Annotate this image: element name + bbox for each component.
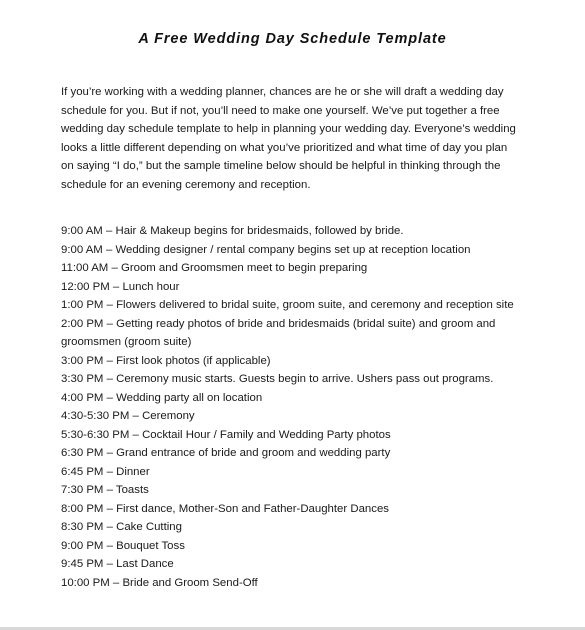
intro-line: on saying “I do,” but the sample timeline below should be helpful in thinking through the — [61, 160, 501, 173]
schedule-separator: – — [102, 243, 116, 256]
schedule-separator: – — [103, 299, 117, 311]
schedule-time: 6:30 PM — [61, 447, 104, 459]
schedule-separator: – — [103, 317, 117, 330]
schedule-event: Hair & Makeup begins for bridesmaids, followed by bride. — [115, 225, 404, 237]
schedule-separator: – — [103, 465, 117, 478]
schedule-item — [61, 296, 541, 315]
schedule-event: Groom and Groomsmen meet to begin preparing — [120, 262, 368, 274]
schedule-item — [61, 259, 541, 278]
schedule-event-continuation: groomsmen (groom suite) — [61, 336, 192, 348]
schedule-event: First dance, Mother-Son and Father-Daughter Dances — [116, 502, 389, 515]
schedule-item — [61, 555, 541, 574]
schedule-separator: – — [109, 576, 123, 589]
schedule-time: 9:00 PM — [61, 539, 104, 552]
schedule-event: Cake Cutting — [116, 521, 182, 533]
schedule-time: 11:00 AM — [61, 262, 109, 274]
schedule-time: 7:30 PM — [61, 484, 104, 496]
schedule-separator: – — [103, 447, 117, 459]
schedule-item — [61, 426, 541, 445]
schedule-separator: – — [103, 539, 117, 552]
schedule-item — [61, 574, 541, 593]
schedule-time: 4:00 PM — [61, 391, 104, 404]
schedule-time: 12:00 PM — [61, 280, 110, 293]
schedule-time: 1:00 PM — [61, 299, 104, 311]
schedule-event: First look photos (if applicable) — [116, 354, 271, 367]
schedule-time: 9:00 AM — [61, 225, 103, 237]
schedule-separator: – — [102, 225, 116, 237]
schedule-separator: – — [103, 502, 117, 515]
schedule-separator: – — [109, 280, 123, 293]
schedule-item — [61, 222, 541, 241]
intro-line: schedule for you. But if not, you’ll need to make one yourself. We’ve put together a free — [61, 104, 500, 117]
schedule-event: Wedding party all on location — [116, 391, 263, 404]
schedule-item — [61, 370, 541, 389]
schedule-item — [61, 389, 541, 408]
schedule-item — [61, 278, 541, 297]
schedule-item — [61, 537, 541, 556]
schedule-separator: – — [103, 558, 117, 570]
schedule-separator: – — [103, 484, 116, 496]
schedule-item — [61, 444, 541, 463]
schedule-event: Bouquet Toss — [116, 539, 185, 552]
schedule-list — [61, 222, 541, 592]
schedule-separator: – — [103, 521, 117, 533]
schedule-item — [61, 500, 541, 519]
schedule-item — [61, 463, 541, 482]
schedule-event: Bride and Groom Send-Off — [122, 576, 258, 589]
schedule-event: Wedding designer / rental company begins set up at reception location — [115, 243, 471, 256]
schedule-event: Lunch hour — [122, 280, 180, 293]
schedule-time: 8:30 PM — [61, 521, 104, 533]
schedule-time: 3:00 PM — [61, 354, 104, 367]
schedule-item — [61, 241, 541, 260]
intro-line: looks a little different depending on what you’ve prioritized and what time of day you plan — [61, 141, 508, 154]
schedule-separator: – — [103, 373, 117, 385]
schedule-event: Grand entrance of bride and groom and wedding party — [116, 447, 391, 459]
schedule-event: Flowers delivered to bridal suite, groom suite, and ceremony and reception site — [116, 299, 514, 311]
schedule-time: 9:00 AM — [61, 243, 103, 256]
schedule-event: Ceremony music starts. Guests begin to arrive. Ushers pass out programs. — [116, 373, 494, 385]
schedule-separator: – — [129, 410, 143, 422]
schedule-separator: – — [108, 262, 121, 274]
schedule-item — [61, 407, 541, 426]
schedule-separator: – — [103, 391, 117, 404]
schedule-separator: – — [129, 428, 143, 441]
schedule-time: 9:45 PM — [61, 558, 104, 570]
schedule-item — [61, 352, 541, 371]
schedule-time: 8:00 PM — [61, 502, 104, 515]
schedule-separator: – — [103, 354, 117, 367]
schedule-time: 4:30-5:30 PM — [61, 410, 130, 422]
schedule-item — [61, 518, 541, 537]
schedule-time: 2:00 PM — [61, 317, 104, 330]
schedule-time: 3:30 PM — [61, 373, 104, 385]
schedule-time: 6:45 PM — [61, 465, 104, 478]
schedule-event: Getting ready photos of bride and bridesmaids (bridal suite) and groom and — [116, 317, 496, 330]
schedule-event: Ceremony — [142, 410, 195, 422]
document-title: A Free Wedding Day Schedule Template — [138, 31, 447, 47]
schedule-event: Last Dance — [116, 558, 174, 570]
schedule-item — [61, 315, 541, 334]
schedule-event: Dinner — [116, 465, 150, 478]
intro-line: schedule for an evening ceremony and reception. — [61, 178, 311, 191]
schedule-event: Cocktail Hour / Family and Wedding Party photos — [142, 428, 391, 441]
intro-line: wedding day schedule template to help in planning your wedding day. Everyone’s wedding — [61, 123, 516, 136]
schedule-time: 5:30-6:30 PM — [61, 428, 130, 441]
schedule-item — [61, 481, 541, 500]
intro-paragraph — [61, 83, 531, 195]
schedule-event: Toasts — [115, 484, 149, 496]
schedule-time: 10:00 PM — [61, 576, 110, 589]
intro-line: If you’re working with a wedding planner, chances are he or she will draft a wedding day — [61, 86, 504, 98]
